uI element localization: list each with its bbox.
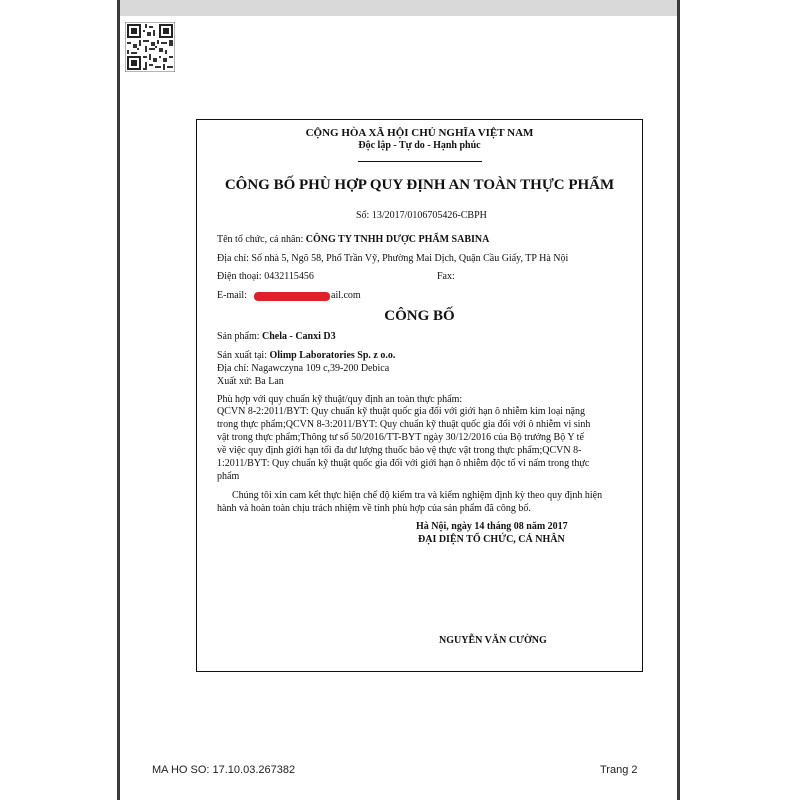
- maker-line: [217, 350, 395, 361]
- product-line: [217, 331, 336, 342]
- top-strip: [120, 0, 677, 16]
- commitment-line: hành và hoàn toàn chịu trách nhiệm về tính phù hợp của sản phẩm đã công bố.: [217, 503, 531, 514]
- compliance-line: Phù hợp với quy chuẩn kỹ thuật/quy định an toàn thực phẩm:: [217, 394, 463, 405]
- compliance-line: 1:2011/BYT: Quy chuẩn kỹ thuật quốc gia đối với giới hạn ô nhiễm độc tố vi nấm trong thực: [217, 458, 590, 469]
- signer-name: NGUYỄN VĂN CƯỜNG: [439, 635, 547, 646]
- org-phone: Điện thoại: 0432115456: [217, 271, 314, 282]
- section-title: CÔNG BỐ: [384, 308, 455, 324]
- org-name-value: CÔNG TY TNHH DƯỢC PHẨM SABINA: [305, 234, 490, 245]
- product-value: Chela - Canxi D3: [262, 331, 336, 342]
- document-title: CÔNG BỐ PHÙ HỢP QUY ĐỊNH AN TOÀN THỰC PHẨM: [224, 177, 615, 193]
- org-email-label: E-mail:: [217, 290, 247, 301]
- product-label: Sản phẩm:: [217, 331, 260, 342]
- email-redaction: [254, 292, 330, 301]
- motto: Độc lập - Tự do - Hạnh phúc: [358, 140, 481, 151]
- product-origin: Xuất xứ: Ba Lan: [217, 376, 284, 387]
- org-address: Địa chỉ: Số nhà 5, Ngõ 58, Phố Trần Vỹ, Phường Mai Dịch, Quận Cầu Giấy, TP Hà Nội: [217, 253, 569, 264]
- org-name-line: [217, 234, 489, 245]
- page-number: Trang 2: [600, 764, 638, 776]
- file-code: MA HO SO: 17.10.03.267382: [152, 764, 296, 776]
- document-number: Số: 13/2017/0106705426-CBPH: [356, 210, 487, 221]
- signature-date: Hà Nội, ngày 14 tháng 08 năm 2017: [416, 521, 568, 532]
- maker-address: Địa chỉ: Nagawczyna 109 c,39-200 Debica: [217, 363, 390, 374]
- compliance-line: QCVN 8-2:2011/BYT: Quy chuẩn kỹ thuật quốc gia đối với giới hạn ô nhiễm kim loại nặng: [217, 406, 585, 417]
- compliance-line: trong thực phẩm;QCVN 8-3:2011/BYT: Quy chuẩn kỹ thuật quốc gia đối với ô nhiễm vi sinh: [217, 419, 591, 430]
- commitment-line: Chúng tôi xin cam kết thực hiện chế độ kiểm tra và kiểm nghiệm định kỳ theo quy định hiện: [232, 490, 603, 501]
- org-fax: Fax:: [437, 271, 455, 282]
- country-header: CỘNG HÒA XÃ HỘI CHỦ NGHĨA VIỆT NAM: [305, 127, 534, 139]
- maker-label: Sản xuất tại:: [217, 350, 267, 361]
- signature-role: ĐẠI DIỆN TỔ CHỨC, CÁ NHÂN: [418, 534, 565, 545]
- qr-code-icon: [125, 22, 175, 72]
- header-divider: [358, 161, 482, 162]
- compliance-line: phẩm: [217, 471, 240, 482]
- compliance-line: vật trong thực phẩm;Thông tư số 50/2016/TT-BYT ngày 30/12/2016 của Bộ trưởng Bộ Y tế: [217, 432, 584, 443]
- org-email-visible: ail.com: [331, 290, 361, 301]
- org-name-label: Tên tổ chức, cá nhân:: [217, 234, 304, 245]
- compliance-line: về việc quy định giới hạn tối đa dư lượng thuốc bảo vệ thực vật trong thực phẩm;QCVN 8-: [217, 445, 582, 456]
- maker-value: Olimp Laboratories Sp. z o.o.: [269, 350, 396, 361]
- page-border-right: [677, 0, 680, 800]
